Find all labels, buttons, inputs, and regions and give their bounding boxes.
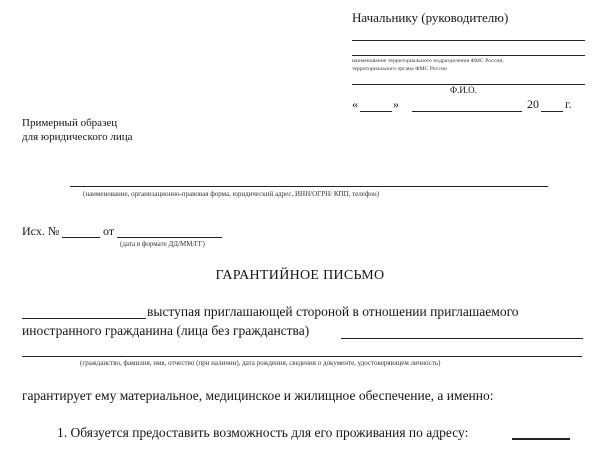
addressee-line-1: [352, 40, 585, 41]
date-suffix: г.: [565, 97, 572, 111]
org-line: [70, 186, 548, 187]
outgoing-ot: от: [103, 224, 115, 238]
addressee-unit-caption-2: территориального органа ФМС России: [352, 66, 447, 72]
addressee-line-2: [352, 55, 585, 56]
citizen-line: [341, 338, 583, 339]
body-line-1: выступая приглашающей стороной в отношении приглашаемого: [147, 304, 519, 319]
outgoing-date-caption: (дата в формате ДД/ММ/ГГ): [120, 240, 205, 248]
person-caption: (гражданство, фамилия, имя, отчество (при наличии), дата рождения, сведения о документе, удостоверяющем личность): [80, 359, 441, 367]
date-month-line: [412, 111, 522, 112]
org-caption: (наименование, организационно-правовая форма, юридический адрес, ИНН/ОГРН/ КПП, телефон): [83, 190, 380, 198]
date-quote-open: «: [352, 97, 358, 111]
address-line: [512, 438, 570, 440]
person-details-line: [22, 356, 582, 357]
body-line-2: иностранного гражданина (лица без гражданства): [22, 323, 310, 338]
body-item-1: 1. Обязуется предоставить возможность для его проживания по адресу:: [57, 425, 469, 440]
sample-note-line-2: для юридического лица: [22, 131, 133, 143]
outgoing-date-line: [117, 237, 222, 238]
body-line-3: гарантирует ему материальное, медицинское и жилищное обеспечение, а именно:: [22, 388, 494, 403]
company-name-line: [22, 318, 146, 319]
addressee-title: Начальнику (руководителю): [352, 10, 509, 25]
letter-title: ГАРАНТИЙНОЕ ПИСЬМО: [215, 268, 385, 283]
date-year-line: [541, 111, 563, 112]
fio-label: Ф.И.О.: [450, 85, 477, 95]
date-year: 20: [527, 97, 539, 111]
outgoing-number-line: [62, 237, 100, 238]
sample-note-line-1: Примерный образец: [22, 117, 118, 129]
date-quote-close: »: [393, 97, 399, 111]
addressee-unit-caption-1: наименование территориального подразделения ФМС России,: [352, 58, 504, 64]
date-day-line: [360, 111, 392, 112]
outgoing-label: Исх. №: [22, 224, 60, 238]
